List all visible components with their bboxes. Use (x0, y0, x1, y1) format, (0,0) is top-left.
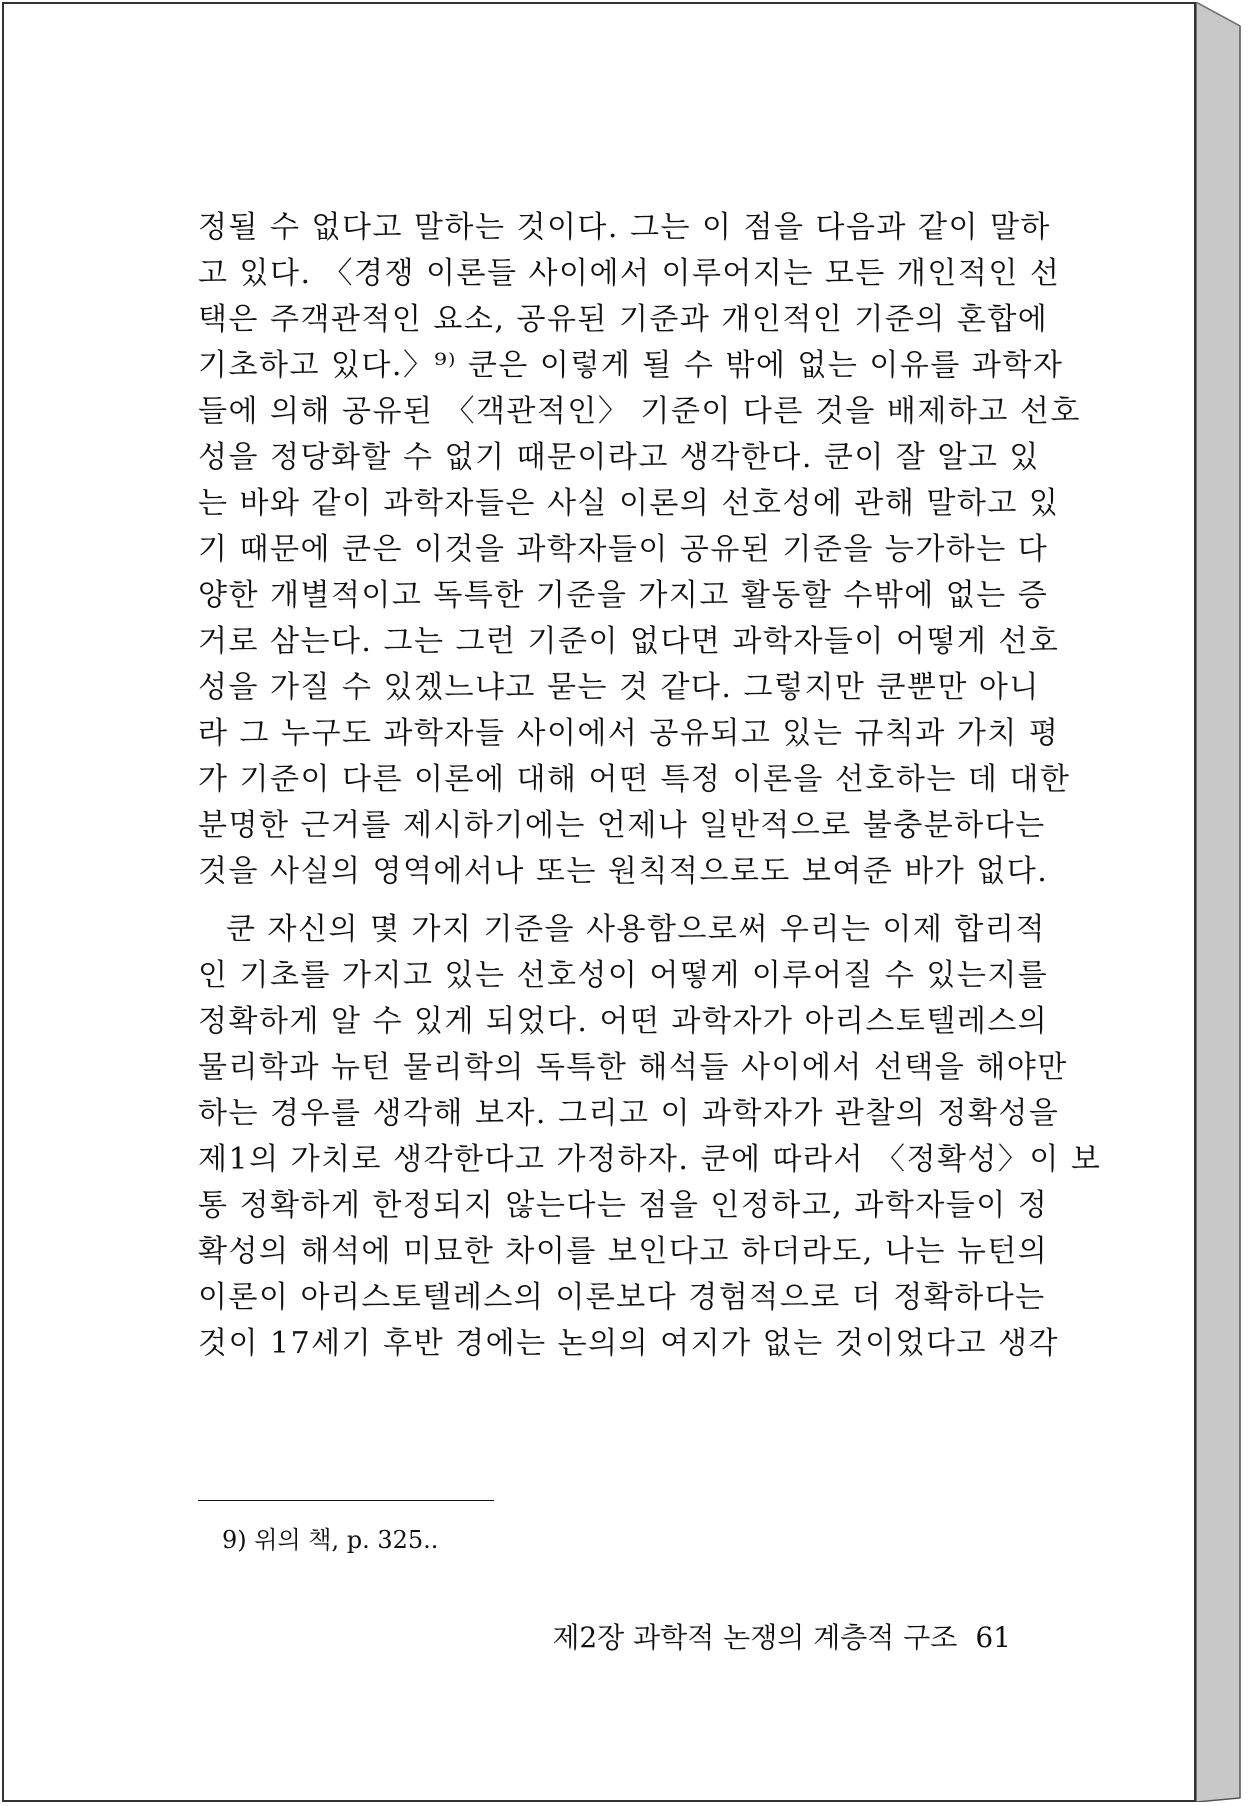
body-line: 기 때문에 쿤은 이것을 과학자들이 공유된 기준을 능가하는 다 (198, 532, 1049, 567)
body-line: 분명한 근거를 제시하기에는 언제나 일반적으로 불충분하다는 (198, 808, 1046, 843)
body-line: 기초하고 있다.〉⁹⁾ 쿤은 이렇게 될 수 밖에 없는 이유를 과학자 (198, 348, 1064, 383)
body-line: 가 기준이 다른 이론에 대해 어떤 특정 이론을 선호하는 데 대한 (198, 762, 1071, 797)
body-line: 정확하게 알 수 있게 되었다. 어떤 과학자가 아리스토텔레스의 (198, 1004, 1049, 1039)
page-thickness-edge (1196, 2, 1256, 1802)
body-line: 거로 삼는다. 그는 그런 기준이 없다면 과학자들이 어떻게 선호 (198, 624, 1060, 659)
body-line: 제1의 가치로 생각한다고 가정하자. 쿤에 따라서 〈정확성〉이 보 (198, 1142, 1102, 1177)
body-line: 하는 경우를 생각해 보자. 그리고 이 과학자가 관찰의 정확성을 (198, 1096, 1060, 1131)
chapter-title: 제2장 과학적 논쟁의 계층적 구조 (552, 1621, 958, 1654)
body-line: 쿤 자신의 몇 가지 기준을 사용함으로써 우리는 이제 합리적 (226, 912, 1046, 947)
footnote: 9) 위의 책, p. 325.. (222, 1526, 439, 1554)
body-line: 이론이 아리스토텔레스의 이론보다 경험적으로 더 정확하다는 (198, 1280, 1046, 1315)
body-line: 성을 가질 수 있겠느냐고 묻는 것 같다. 그렇지만 쿤뿐만 아니 (198, 670, 1040, 705)
body-line: 통 정확하게 한정되지 않는다는 점을 인정하고, 과학자들이 정 (198, 1188, 1049, 1223)
body-line: 것이 17세기 후반 경에는 논의의 여지가 없는 것이었다고 생각 (198, 1326, 1059, 1361)
body-line: 양한 개별적이고 독특한 기준을 가지고 활동할 수밖에 없는 증 (198, 578, 1049, 613)
body-line: 고 있다. 〈경쟁 이론들 사이에서 이루어지는 모든 개인적인 선 (198, 256, 1061, 291)
body-text (198, 205, 1102, 1367)
body-line: 들에 의해 공유된 〈객관적인〉 기준이 다른 것을 배제하고 선호 (198, 394, 1081, 429)
page-number: 61 (975, 1621, 1011, 1654)
running-footer (552, 1616, 1011, 1656)
body-line: 것을 사실의 영역에서나 또는 원칙적으로도 보여준 바가 없다. (198, 854, 1049, 889)
body-line: 인 기초를 가지고 있는 선호성이 어떻게 이루어질 수 있는지를 (198, 958, 1049, 993)
body-line: 확성의 해석에 미묘한 차이를 보인다고 하더라도, 나는 뉴턴의 (198, 1234, 1049, 1269)
body-line: 성을 정당화할 수 없기 때문이라고 생각한다. 쿤이 잘 알고 있 (198, 440, 1040, 475)
footnote-separator (198, 1500, 494, 1501)
body-line: 라 그 누구도 과학자들 사이에서 공유되고 있는 규칙과 가치 평 (198, 716, 1060, 751)
body-line: 정될 수 없다고 말하는 것이다. 그는 이 점을 다음과 같이 말하 (198, 210, 1051, 245)
body-line: 는 바와 같이 과학자들은 사실 이론의 선호성에 관해 말하고 있 (198, 486, 1060, 521)
body-line: 물리학과 뉴턴 물리학의 독특한 해석들 사이에서 선택을 해야만 (198, 1050, 1068, 1085)
body-line: 택은 주객관적인 요소, 공유된 기준과 개인적인 기준의 혼합에 (198, 302, 1049, 337)
